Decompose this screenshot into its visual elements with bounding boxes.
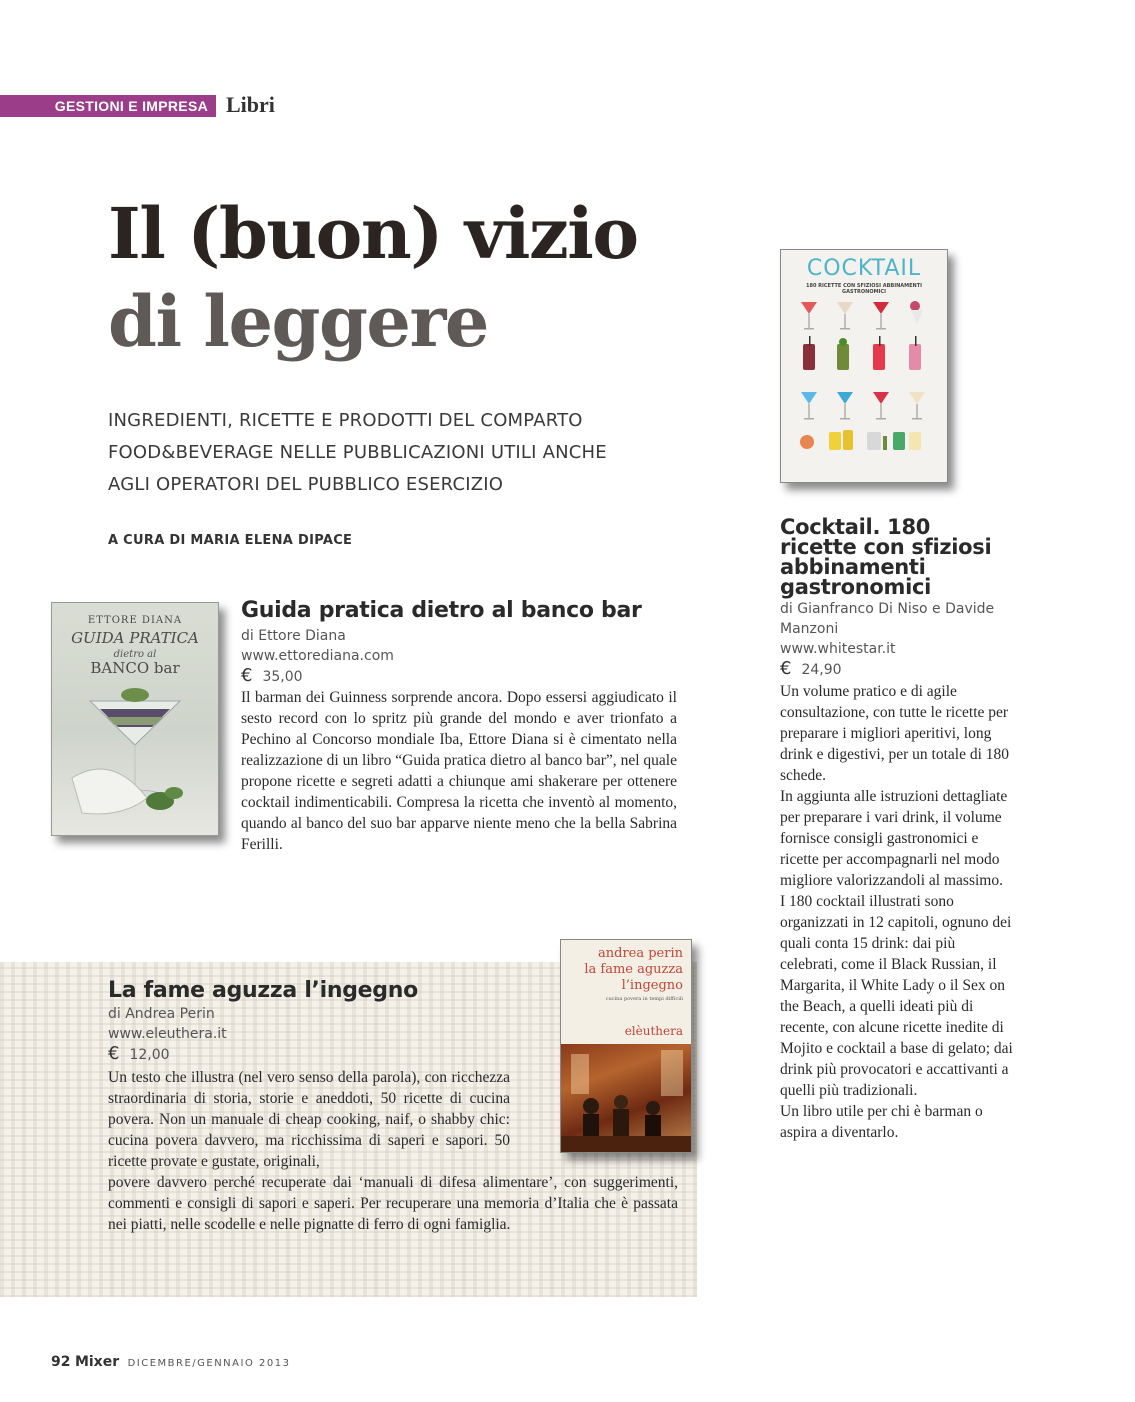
- subsection-label: Libri: [226, 92, 275, 117]
- glass-icon: [910, 301, 923, 324]
- book-website[interactable]: www.eleuthera.it: [108, 1026, 227, 1042]
- cover-tagline: cucina povera in tempi difficili: [605, 996, 683, 1002]
- article-subtitle: [108, 405, 628, 501]
- guida-book-meta: [241, 626, 394, 687]
- euro-icon: €: [241, 665, 253, 686]
- glass-icon: [909, 392, 925, 420]
- price-value: 35,00: [262, 669, 303, 685]
- book-price: [780, 659, 1010, 680]
- magazine-name: Mixer: [74, 1354, 120, 1370]
- guida-book-title: Guida pratica dietro al banco bar: [241, 598, 642, 623]
- cover-title: BANCO bar: [90, 659, 180, 677]
- paragraph: povere davvero perché recuperate dai ‘manuali di difesa alimentare’, con suggerimenti, commenti e consigli di sapori e saperi. Per recuperare una memoria d’Italia che è passata nei piatti, nelle scodelle e nelle pignatte di ferro di ogni famiglia.: [108, 1174, 678, 1233]
- glass-icon: [873, 392, 889, 420]
- euro-icon: €: [780, 658, 792, 679]
- cover-author: ETTORE DIANA: [87, 615, 183, 626]
- book-price: [241, 666, 394, 687]
- paragraph: Un testo che illustra (nel vero senso della parola), con ricchezza straordinaria di storia, storie e aneddoti, 50 ricette di cucina povera. Non un manuale di cheap cooking, naif, o shabby chic: cucina povera davvero, ma ricchissima di saperi e sapori. 50 ricette provate e gustate, originali,: [108, 1069, 510, 1170]
- cover-title: dietro al: [113, 649, 157, 660]
- cover-title: COCKTAIL: [806, 256, 922, 281]
- euro-icon: €: [108, 1043, 120, 1064]
- book-author: di Ettore Diana: [241, 628, 346, 644]
- cocktail-glass-illustration: [52, 683, 218, 833]
- issue-date: DICEMBRE/GENNAIO 2013: [127, 1358, 291, 1369]
- page-footer: [51, 1354, 290, 1370]
- cocktail-book-cover: [780, 249, 948, 483]
- glass-icon: [803, 336, 815, 370]
- book-price: [108, 1044, 227, 1065]
- book-author: di Andrea Perin: [108, 1006, 215, 1022]
- price-value: 24,90: [801, 662, 842, 678]
- book-website[interactable]: www.ettorediana.com: [241, 648, 394, 664]
- paragraph: I 180 cocktail illustrati sono organizzati in 12 capitoli, ognuno dei quali conta 15 drink: dai più celebrati, come il Black Russian, il Margarita, il White Lady o il Sex on the Beach, a quelli ideati più di recente, con alcune ricette inedite di Mojito e cocktail a base di gelato; dai drink più provocatori e accattivanti a quelli più tradizionali.: [780, 893, 1013, 1099]
- title-line-1: Il (buon) vizio: [108, 192, 638, 275]
- cover-title: GUIDA PRATICA: [71, 629, 199, 647]
- glass-icon: [801, 302, 817, 330]
- cover-subtitle: 180 RICETTE CON SFIZIOSI ABBINAMENTI GASTRONOMICI: [806, 283, 922, 295]
- price-value: 12,00: [129, 1047, 170, 1063]
- book-author: di Gianfranco Di Niso e Davide Manzoni: [780, 601, 995, 637]
- glass-icon: [873, 336, 885, 370]
- glass-icon: [829, 430, 853, 450]
- cocktail-glasses-illustration: [781, 292, 947, 482]
- subtitle-line: INGREDIENTI, RICETTE E PRODOTTI DEL COMPARTO: [108, 410, 583, 431]
- fame-book-description: [108, 1067, 678, 1235]
- glass-icon: [909, 336, 921, 370]
- title-line-2: di leggere: [108, 280, 488, 363]
- guida-book-description: Il barman dei Guinness sorprende ancora. Dopo essersi aggiudicato il sesto record con lo spritz più grande del mondo e aver trionfato a Pechino al Concorso mondiale Iba, Ettore Diana si è cimentato nella realizzazione di un libro “Guida pratica dietro al banco bar”, nel quale propone ricette e segreti adatti a chiunque ami shakerare per ottenere cocktail indimenticabili. Compresa la ricetta che inventò al momento, quando al banco del suo bar apparve niente meno che la bella Sabrina Ferilli.: [241, 689, 677, 853]
- glass-icon: [873, 302, 889, 330]
- cover-title: la fame aguzza l’ingegno: [584, 962, 683, 993]
- cocktail-book-description: [780, 681, 1015, 1143]
- glass-icon: [837, 338, 849, 370]
- fame-book-title: La fame aguzza l’ingegno: [108, 978, 418, 1003]
- cocktail-book-title: Cocktail. 180 ricette con sfiziosi abbinamenti gastronomici: [780, 515, 992, 599]
- section-label: GESTIONI E IMPRESA: [0, 95, 216, 117]
- glass-icon: [837, 302, 853, 330]
- cover-publisher: elèuthera: [624, 1024, 683, 1038]
- guida-book-cover: [51, 602, 219, 836]
- glass-icon: [801, 392, 817, 420]
- subtitle-line: FOOD&BEVERAGE NELLE PUBBLICAZIONI UTILI ANCHE: [108, 442, 607, 463]
- book-website[interactable]: www.whitestar.it: [780, 641, 896, 657]
- article-title: [108, 190, 668, 366]
- glass-icon: [893, 432, 921, 450]
- paragraph: Un libro utile per chi è barman o aspira a diventarlo.: [780, 1103, 983, 1141]
- glass-icon: [867, 432, 887, 450]
- fame-book-meta: [108, 1004, 227, 1065]
- subtitle-line: AGLI OPERATORI DEL PUBBLICO ESERCIZIO: [108, 474, 504, 495]
- page-number: 92: [51, 1354, 71, 1370]
- glass-icon: [800, 435, 814, 449]
- cocktail-book-meta: [780, 599, 1010, 680]
- paragraph: Un volume pratico e di agile consultazione, con tutte le ricette per preparare i migliori aperitivi, long drink e digestivi, per un totale di 180 schede.: [780, 683, 1010, 784]
- glass-icon: [837, 392, 853, 420]
- curator-credit: A CURA DI MARIA ELENA DIPACE: [108, 533, 353, 548]
- paragraph: In aggiunta alle istruzioni dettagliate per preparare i vari drink, il volume fornisce consigli gastronomici e ricette per accompagnarli nel modo migliore valorizzandoli al massimo.: [780, 788, 1008, 889]
- cover-author: andrea perin: [598, 946, 683, 961]
